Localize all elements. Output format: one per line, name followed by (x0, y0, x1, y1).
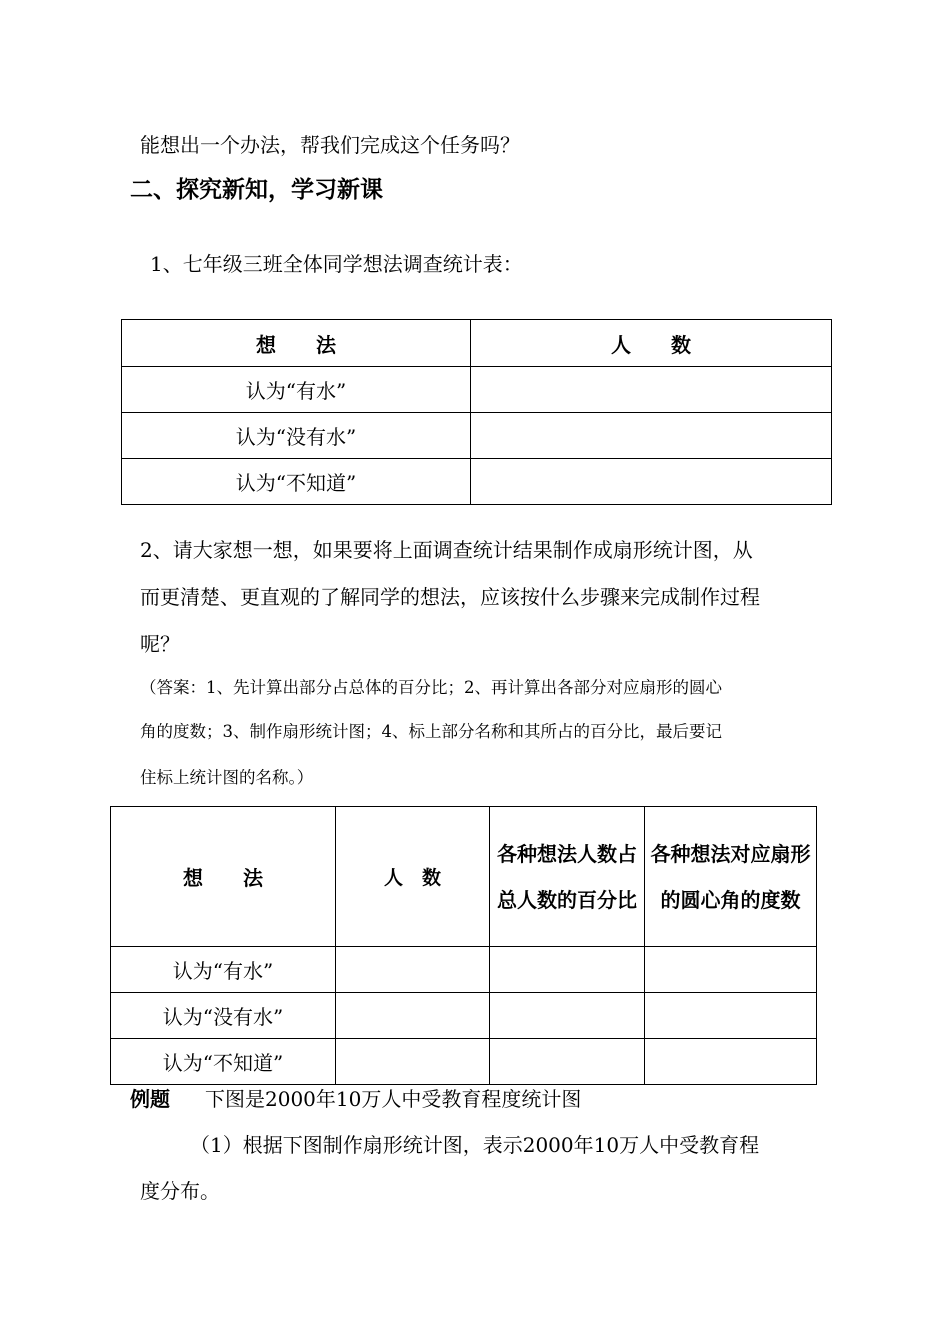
survey-row-label: 认为“有水” (122, 367, 471, 413)
item-1-title: 1、七年级三班全体同学想法调查统计表： (150, 252, 523, 276)
table-row (111, 1039, 817, 1085)
table-row (111, 947, 817, 993)
answer-line-3: 住标上统计图的名称。） (140, 768, 314, 787)
calc-count-cell (336, 1039, 490, 1085)
question-line-2: 度分布。 (140, 1179, 220, 1203)
calc-percent-cell (490, 1039, 645, 1085)
calc-count-cell (336, 947, 490, 993)
item-2-line-2: 而更清楚、更直观的了解同学的想法，应该按什么步骤来完成制作过程 (140, 585, 760, 609)
survey-header-count: 人 数 (471, 320, 832, 367)
calc-percent-cell (490, 993, 645, 1039)
calc-header-angle: 各种想法对应扇形的圆心角的度数 (645, 807, 817, 947)
table-row (122, 413, 832, 459)
calc-header-idea: 想 法 (111, 807, 336, 947)
intro-line: 能想出一个办法，帮我们完成这个任务吗？ (140, 133, 520, 157)
survey-row-label: 认为“没有水” (122, 413, 471, 459)
survey-table (121, 319, 832, 505)
survey-count-cell (471, 367, 832, 413)
survey-row-label: 认为“不知道” (122, 459, 471, 505)
table-row (122, 367, 832, 413)
item-2-line-1: 2、请大家想一想，如果要将上面调查统计结果制作成扇形统计图，从 (140, 538, 753, 562)
calc-angle-cell (645, 1039, 817, 1085)
table-row (111, 993, 817, 1039)
calculation-table (110, 806, 817, 1085)
calc-row-label: 认为“没有水” (111, 993, 336, 1039)
item-2-line-3: 呢？ (140, 632, 180, 656)
calc-header-percentage: 各种想法人数占总人数的百分比 (490, 807, 645, 947)
section-heading: 二、探究新知，学习新课 (130, 177, 383, 203)
calc-row-label: 认为“不知道” (111, 1039, 336, 1085)
calc-count-cell (336, 993, 490, 1039)
survey-count-cell (471, 413, 832, 459)
calc-header-count: 人 数 (336, 807, 490, 947)
survey-table-header-row (122, 320, 832, 367)
survey-count-cell (471, 459, 832, 505)
calc-angle-cell (645, 947, 817, 993)
table-row (122, 459, 832, 505)
calc-percent-cell (490, 947, 645, 993)
question-line-1: （1）根据下图制作扇形统计图，表示2000年10万人中受教育程 (190, 1133, 760, 1157)
calc-row-label: 认为“有水” (111, 947, 336, 993)
answer-line-2: 角的度数；3、制作扇形统计图；4、标上部分名称和其所占的百分比，最后要记 (140, 722, 722, 741)
calc-angle-cell (645, 993, 817, 1039)
example-label: 例题 (130, 1087, 170, 1111)
calculation-table-header-row (111, 807, 817, 947)
example-text: 下图是2000年10万人中受教育程度统计图 (205, 1087, 582, 1111)
survey-header-idea: 想 法 (122, 320, 471, 367)
answer-line-1: （答案：1、先计算出部分占总体的百分比；2、再计算出各部分对应扇形的圆心 (140, 678, 722, 697)
